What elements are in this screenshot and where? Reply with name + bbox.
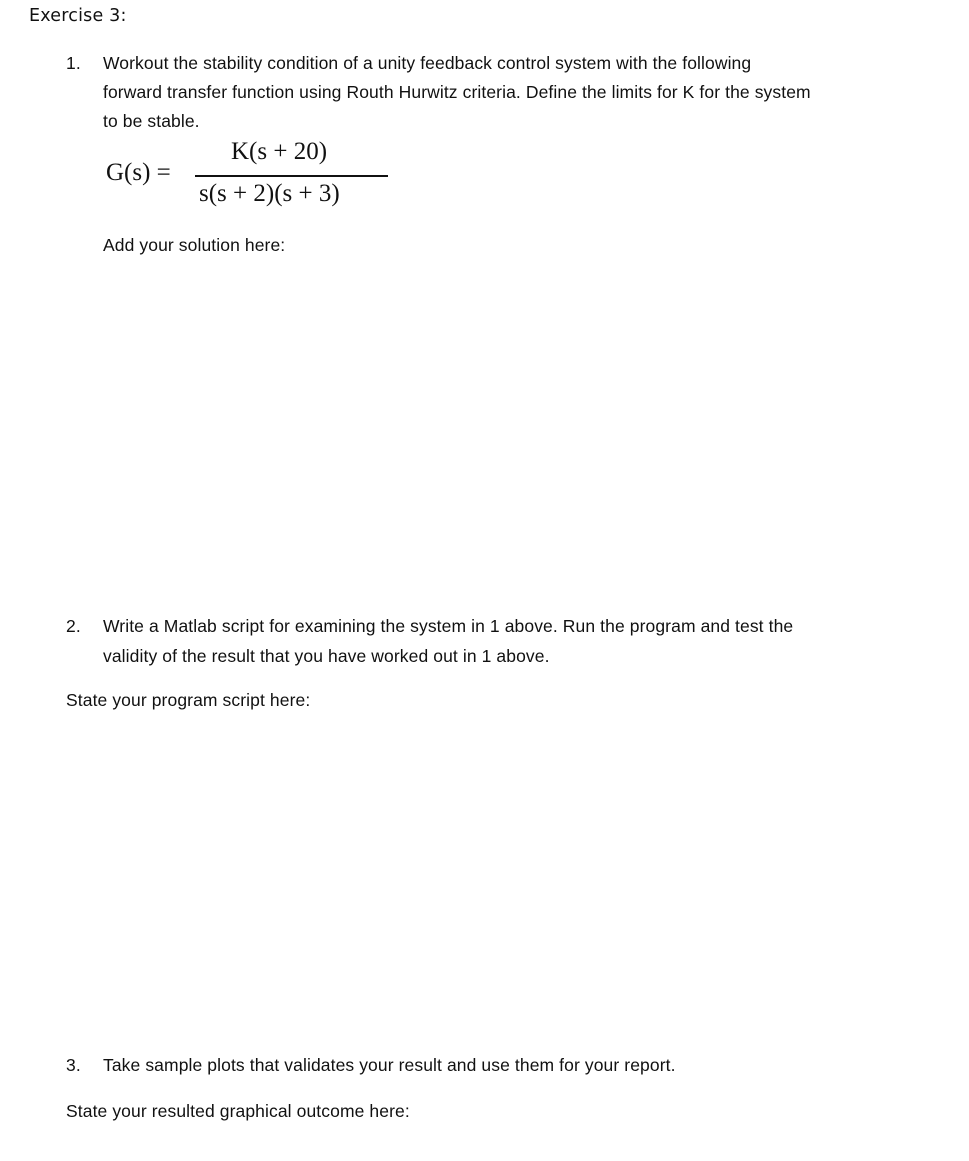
question-2-number: 2. [66, 616, 81, 636]
question-1-line-3: to be stable. [103, 111, 200, 131]
question-2-line-2: validity of the result that you have worked out in 1 above. [103, 646, 550, 666]
question-1-answer-prompt: Add your solution here: [103, 235, 286, 255]
question-1-answer-area[interactable] [103, 270, 933, 590]
question-1-line-1: Workout the stability condition of a unity feedback control system with the following [103, 53, 752, 73]
equation-numerator: K(s + 20) [231, 138, 328, 165]
question-3-number: 3. [66, 1055, 81, 1075]
equation-denominator: s(s + 2)(s + 3) [199, 180, 340, 207]
fraction-bar [195, 175, 388, 177]
question-2-line-1: Write a Matlab script for examining the system in 1 above. Run the program and test the [103, 616, 794, 636]
question-2-answer-area[interactable] [66, 725, 936, 1035]
question-2-answer-prompt: State your program script here: [66, 690, 311, 710]
question-1-number: 1. [66, 53, 81, 73]
equation-lhs: G(s) = [106, 159, 171, 186]
question-3-answer-prompt: State your resulted graphical outcome here: [66, 1101, 410, 1121]
question-3-line-1: Take sample plots that validates your result and use them for your report. [103, 1055, 676, 1075]
question-3-answer-area[interactable] [66, 1130, 936, 1158]
question-1-line-2: forward transfer function using Routh Hurwitz criteria. Define the limits for K for the system [103, 82, 811, 102]
exercise-title: Exercise 3: [29, 6, 127, 26]
